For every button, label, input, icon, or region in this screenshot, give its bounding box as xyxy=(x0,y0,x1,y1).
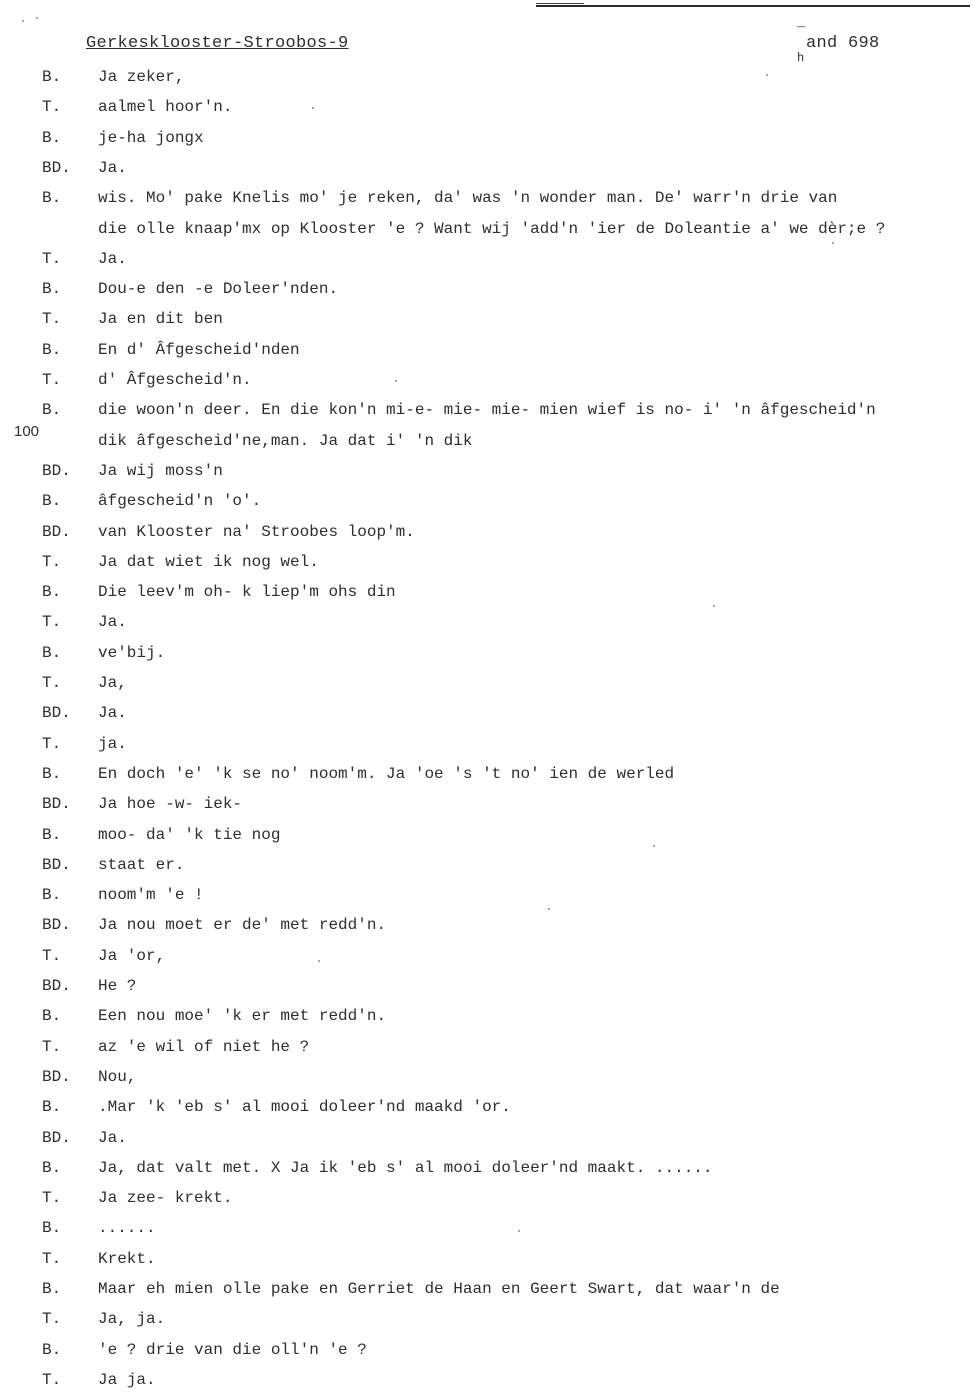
utterance-text: âfgescheid'n 'o'. xyxy=(98,492,262,511)
ink-speck xyxy=(653,845,655,847)
utterance-text: Ja ja. xyxy=(98,1370,156,1389)
utterance-text: Ja zeker, xyxy=(98,68,185,86)
utterance-text: van Klooster na' Stroobes loop'm. xyxy=(98,522,415,541)
utterance-text: Ja. xyxy=(98,1128,127,1147)
transcript-line xyxy=(0,274,973,304)
speaker-label: T. xyxy=(42,674,62,692)
speaker-label: B. xyxy=(42,128,62,147)
utterance-text: Een nou moe' 'k er met redd'n. xyxy=(98,1007,387,1026)
transcript-line xyxy=(0,395,973,425)
speaker-label: B. xyxy=(42,825,62,844)
utterance-text: Ja dat wiet ik nog wel. xyxy=(98,552,319,571)
utterance-text: .Mar 'k 'eb s' al mooi doleer'nd maakd 'or. xyxy=(98,1098,511,1117)
transcript-line xyxy=(0,62,973,92)
transcript-line xyxy=(0,214,973,244)
transcript-line xyxy=(0,1092,973,1122)
document-title: Gerkesklooster-Stroobos-9 xyxy=(86,34,349,53)
ink-speck xyxy=(312,107,314,109)
speaker-label: B. xyxy=(42,1098,62,1117)
transcript-line xyxy=(0,183,973,213)
utterance-text: En d' Âfgescheid'nden xyxy=(98,340,300,359)
utterance-text: az 'e wil of niet he ? xyxy=(98,1037,310,1056)
transcript-line xyxy=(0,668,973,698)
ink-speck xyxy=(518,1230,520,1232)
transcript-line xyxy=(0,789,973,819)
speaker-label: T. xyxy=(42,734,62,753)
utterance-text: Ja wij moss'n xyxy=(98,461,223,480)
transcript-line xyxy=(0,910,973,940)
speaker-label: BD. xyxy=(42,522,71,541)
speaker-label: B. xyxy=(42,280,62,299)
utterance-text: Die leev'm oh- k liep'm ohs din xyxy=(98,583,396,602)
page-reference: and 698 xyxy=(806,34,880,53)
speaker-label: T. xyxy=(42,1370,62,1389)
utterance-text: staat er. xyxy=(98,855,185,874)
speaker-label: B. xyxy=(42,1340,62,1359)
transcript-line xyxy=(0,1123,973,1153)
utterance-text: dik âfgescheid'ne,man. Ja dat i' 'n dik xyxy=(98,431,473,450)
transcript-line xyxy=(0,244,973,274)
reference-subscript: h xyxy=(797,51,805,65)
speaker-label: B. xyxy=(42,1219,62,1238)
utterance-text: ja. xyxy=(98,734,127,753)
transcript-line xyxy=(0,1001,973,1031)
speaker-label: B. xyxy=(42,401,62,420)
speaker-label: BD. xyxy=(42,977,71,995)
utterance-text: Nou, xyxy=(98,1067,137,1086)
utterance-text: Ja nou moet er de' met redd'n. xyxy=(98,916,387,935)
transcript-line xyxy=(0,1365,973,1395)
speaker-label: B. xyxy=(42,643,62,662)
ink-speck xyxy=(548,908,550,910)
speaker-label: T. xyxy=(42,371,62,389)
utterance-text: Ja. xyxy=(98,613,127,632)
speaker-label: B. xyxy=(42,340,62,359)
speaker-label: BD. xyxy=(42,916,71,935)
speaker-label: B. xyxy=(42,583,62,602)
speaker-label: T. xyxy=(42,1037,62,1056)
transcript-line xyxy=(0,850,973,880)
transcript-line xyxy=(0,698,973,728)
transcript-line xyxy=(0,517,973,547)
utterance-text: He ? xyxy=(98,977,137,995)
transcript-line xyxy=(0,1032,973,1062)
speaker-label: BD. xyxy=(42,795,71,814)
top-rule xyxy=(536,5,970,7)
utterance-text: Krekt. xyxy=(98,1249,156,1268)
utterance-text: Dou-e den -e Doleer'nden. xyxy=(98,280,339,299)
speaker-label: B. xyxy=(42,1280,62,1298)
speaker-label: B. xyxy=(42,1007,62,1026)
utterance-text: Ja, ja. xyxy=(98,1310,166,1329)
transcript-line xyxy=(0,547,973,577)
transcript-line xyxy=(0,1335,973,1365)
utterance-text: Ja. xyxy=(98,158,127,177)
utterance-text: Maar eh mien olle pake en Gerriet de Haan en Geert Swart, dat waar'n de xyxy=(98,1280,780,1298)
utterance-text: Ja en dit ben xyxy=(98,310,223,329)
ink-speck xyxy=(713,605,715,607)
utterance-text: die olle knaap'mx op Klooster 'e ? Want wij 'add'n 'ier de Doleantie a' we dèr;e ? xyxy=(98,219,886,238)
ink-speck xyxy=(22,20,24,22)
transcript-line xyxy=(0,365,973,395)
speaker-label: B. xyxy=(42,1158,62,1177)
transcript-line xyxy=(0,1274,973,1304)
utterance-text: ...... xyxy=(98,1219,156,1238)
speaker-label: BD. xyxy=(42,1128,71,1147)
speaker-label: B. xyxy=(42,886,62,905)
ink-speck xyxy=(766,74,768,76)
speaker-label: B. xyxy=(42,189,62,208)
ink-speck xyxy=(36,17,38,19)
transcript-line xyxy=(0,971,973,1001)
transcript-line xyxy=(0,153,973,183)
utterance-text: d' Âfgescheid'n. xyxy=(98,371,252,389)
margin-line-number: 100 xyxy=(14,423,40,440)
transcript-line xyxy=(0,759,973,789)
utterance-text: aalmel hoor'n. xyxy=(98,98,233,117)
speaker-label: T. xyxy=(42,98,62,117)
speaker-label: T. xyxy=(42,310,62,329)
utterance-text: ve'bij. xyxy=(98,643,166,662)
utterance-text: je-ha jongx xyxy=(98,128,204,147)
transcript-line xyxy=(0,1062,973,1092)
speaker-label: BD. xyxy=(42,461,71,480)
utterance-text: Ja. xyxy=(98,704,127,723)
utterance-text: Ja hoe -w- iek- xyxy=(98,795,243,814)
utterance-text: die woon'n deer. En die kon'n mi-e- mie- mie- mien wief is no- i' 'n âfgescheid'n xyxy=(98,401,876,420)
speaker-label: T. xyxy=(42,552,62,571)
transcript-line xyxy=(0,456,973,486)
speaker-label: BD. xyxy=(42,855,71,874)
speaker-label: T. xyxy=(42,249,62,268)
utterance-text: Ja. xyxy=(98,249,127,268)
transcript-line xyxy=(0,638,973,668)
speaker-label: BD. xyxy=(42,158,71,177)
transcript-line xyxy=(0,941,973,971)
utterance-text: moo- da' 'k tie nog xyxy=(98,825,281,844)
utterance-text: Ja, xyxy=(98,674,127,692)
speaker-label: BD. xyxy=(42,1067,71,1086)
ink-speck xyxy=(395,380,397,382)
transcript-line xyxy=(0,577,973,607)
transcript-line xyxy=(0,1304,973,1334)
transcript-line xyxy=(0,607,973,637)
utterance-text: Ja zee- krekt. xyxy=(98,1189,233,1208)
transcript-line xyxy=(0,123,973,153)
speaker-label: T. xyxy=(42,1310,62,1329)
transcript-line xyxy=(0,335,973,365)
transcript-line xyxy=(0,92,973,122)
transcript-line xyxy=(0,820,973,850)
speaker-label: B. xyxy=(42,492,62,511)
speaker-label: T. xyxy=(42,1189,62,1208)
transcript-line xyxy=(0,729,973,759)
utterance-text: noom'm 'e ! xyxy=(98,886,204,905)
transcript-line xyxy=(0,880,973,910)
utterance-text: wis. Mo' pake Knelis mo' je reken, da' was 'n wonder man. De' warr'n drie van xyxy=(98,189,838,208)
transcript-line xyxy=(0,1213,973,1243)
transcript-line xyxy=(0,486,973,516)
ink-speck xyxy=(832,242,834,244)
speaker-label: T. xyxy=(42,613,62,632)
reference-mark: ‾ xyxy=(797,26,806,42)
speaker-label: B. xyxy=(42,764,62,783)
utterance-text: En doch 'e' 'k se no' noom'm. Ja 'oe 's 't no' ien de werled xyxy=(98,764,675,783)
utterance-text: Ja 'or, xyxy=(98,946,166,965)
transcript-line xyxy=(0,1153,973,1183)
transcript-line xyxy=(0,426,973,456)
speaker-label: B. xyxy=(42,68,62,86)
ink-speck xyxy=(318,960,320,962)
speaker-label: BD. xyxy=(42,704,71,723)
utterance-text: Ja, dat valt met. X Ja ik 'eb s' al mooi doleer'nd maakt. ...... xyxy=(98,1158,713,1177)
speaker-label: T. xyxy=(42,1249,62,1268)
transcript-line xyxy=(0,1183,973,1213)
utterance-text: 'e ? drie van die oll'n 'e ? xyxy=(98,1340,367,1359)
speaker-label: T. xyxy=(42,946,62,965)
transcript-line xyxy=(0,304,973,334)
transcript-line xyxy=(0,1244,973,1274)
top-rule-short xyxy=(536,3,584,4)
